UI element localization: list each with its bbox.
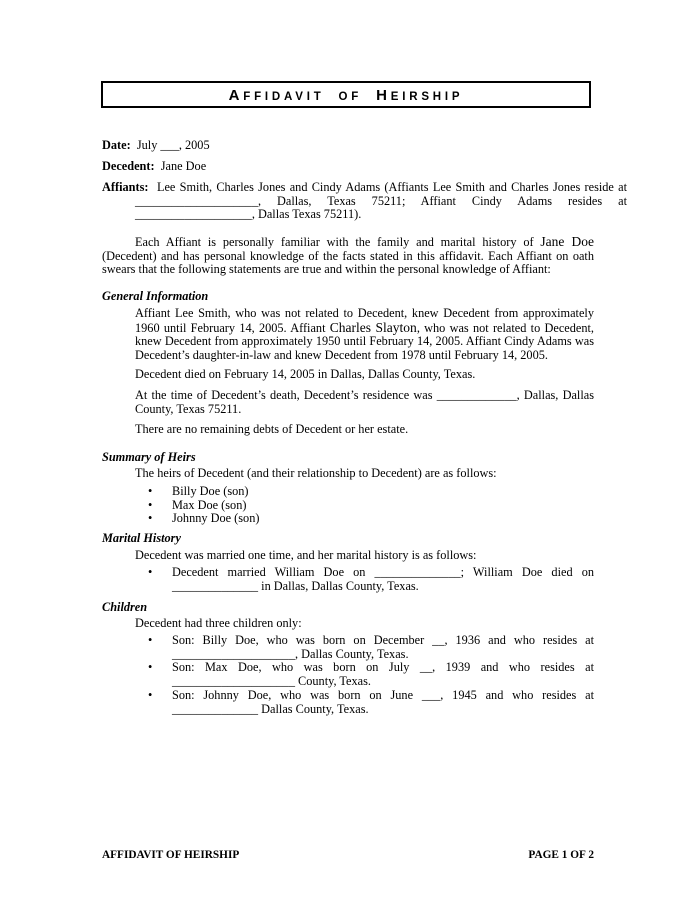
children-heading: Children [102,600,148,614]
bullet-icon: • [148,484,153,498]
general-p1-text-b: , who was not related to Decedent, knew Decedent from approximately 1950 until February 14, 2005. Affiant Cindy Adams was Decedent’s daughter-in-law and knew Decedent from 1978 until February 14, 2005. [135,320,594,362]
title-cap-a: A [228,87,244,104]
decedent-label: Decedent: [102,159,155,173]
title-cap-h: H [376,87,391,104]
child-item-3: Son: Johnny Doe, who was born on June ___, 1945 and who resides at ______________ Dallas County, Texas. [172,688,594,716]
footer-page-number: PAGE 1 OF 2 [528,849,594,861]
general-paragraph-2: Decedent died on February 14, 2005 in Dallas, Dallas County, Texas. [135,367,476,381]
children-intro: Decedent had three children only: [135,616,302,630]
general-paragraph-1 [135,307,594,362]
affiants-label: Affiants: [102,180,149,194]
summary-of-heirs-heading: Summary of Heirs [102,450,196,464]
general-paragraph-3: At the time of Decedent’s death, Decedent’s residence was _____________, Dallas, Dallas County, Texas 75211. [135,388,594,416]
decedent-line [102,160,594,174]
heir-item-2: Max Doe (son) [172,498,247,512]
bullet-icon: • [148,565,153,579]
heir-item-1: Billy Doe (son) [172,484,249,498]
document-title-box [101,81,591,108]
general-p1-text-a: Affiant Lee Smith, who was not related to Decedent, knew Decedent from approximately 1960 until February 14, 2005. Affiant [135,306,594,335]
bullet-icon: • [148,498,153,512]
date-line [102,139,594,153]
general-p1-name: Charles Slayton [329,319,417,335]
affiants-value: Lee Smith, Charles Jones and Cindy Adams (Affiants Lee Smith and Charles Jones reside at ____________________, Dallas, Texas 75211; Affiant Cindy Adams resides at ___________________, Dallas Texas 75211). [135,180,627,222]
marital-history-heading: Marital History [102,531,181,545]
bullet-icon: • [148,511,153,525]
intro-paragraph [102,235,594,277]
title-word-heirship: EIRSHIP [390,91,464,103]
marital-intro: Decedent was married one time, and her marital history is as follows: [135,548,477,562]
heirs-intro: The heirs of Decedent (and their relationship to Decedent) are as follows: [135,466,497,480]
marital-item: Decedent married William Doe on ______________; William Doe died on ______________ in Dallas, Dallas County, Texas. [172,565,594,593]
bullet-icon: • [148,660,153,674]
bullet-icon: • [148,688,153,702]
intro-text-1: Each Affiant is personally familiar with the family and marital history of [135,235,541,249]
intro-text-2: (Decedent) and has personal knowledge of the facts stated in this affidavit. Each Affiant on oath swears that the following statements are true and within the personal knowledge of Affiant: [102,248,594,277]
document-title [228,87,464,104]
affiants-paragraph [102,181,627,222]
title-word-affidavit: FFIDAVIT [243,91,325,103]
heir-item-3: Johnny Doe (son) [172,511,260,525]
child-item-1: Son: Billy Doe, who was born on December __, 1936 and who resides at ____________________, Dallas County, Texas. [172,633,594,661]
footer-left: AFFIDAVIT OF HEIRSHIP [102,849,240,861]
decedent-value: Jane Doe [160,159,207,173]
child-item-2: Son: Max Doe, who was born on July __, 1939 and who resides at ____________________ County, Texas. [172,660,594,688]
date-value: July ___, 2005 [136,138,210,152]
general-information-heading: General Information [102,289,209,303]
title-word-of: OF [338,91,363,103]
general-paragraph-4: There are no remaining debts of Decedent or her estate. [135,422,409,436]
bullet-icon: • [148,633,153,647]
date-label: Date: [102,138,131,152]
intro-decedent-name: Jane Doe [540,234,594,249]
